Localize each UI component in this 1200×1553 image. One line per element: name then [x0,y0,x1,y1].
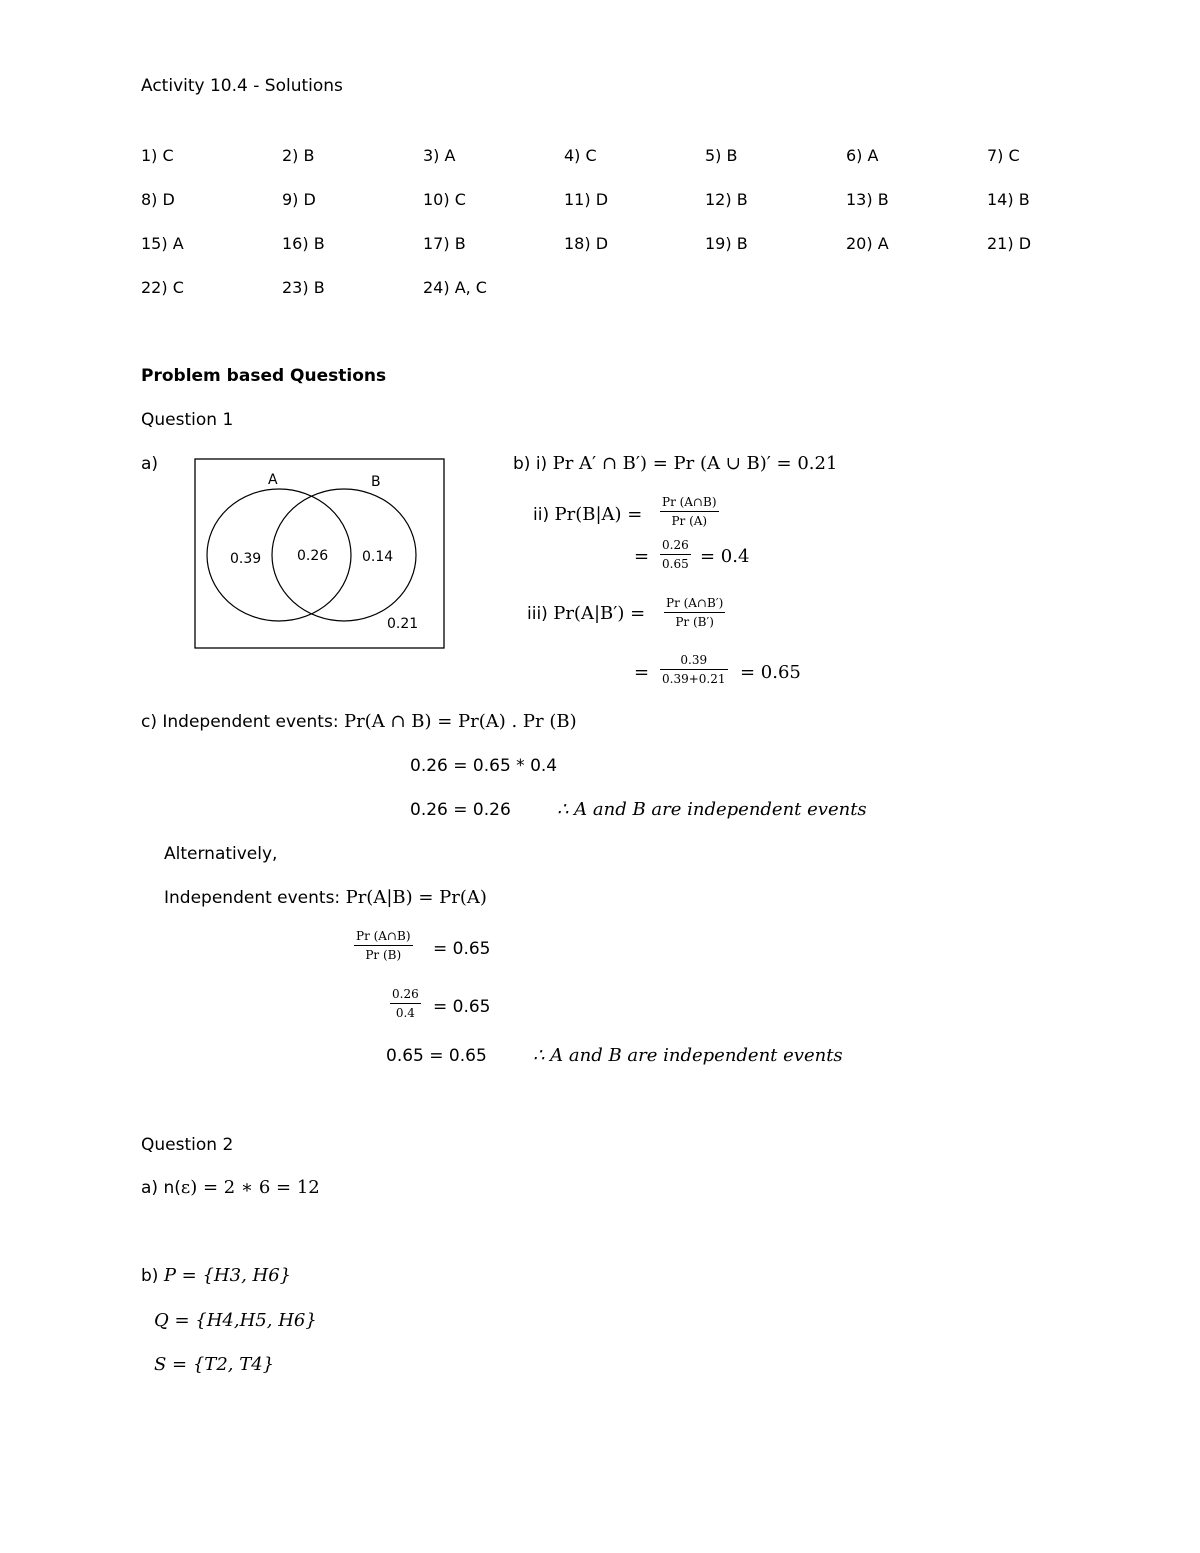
fraction-denominator: Pr (A) [671,514,708,528]
fraction-denominator: 0.4 [395,1006,415,1020]
fraction-denominator: Pr (B′) [675,615,714,629]
q2-set-s: S = {T2, T4} [154,1354,275,1375]
q1-c-expression: Pr(A ∩ B) = Pr(A) . Pr (B) [343,711,577,732]
q1-part-a-label: a) [141,454,159,474]
answer-item: 24) A, C [423,278,487,297]
answer-item: 16) B [282,234,325,253]
answer-item: 4) C [564,146,597,165]
venn-value-neither: 0.21 [387,616,419,632]
q1-c-prefix: c) Independent events: [141,712,339,732]
q1-b-ii-equals: = [634,546,650,567]
fraction-bar [660,669,728,670]
section-heading: Problem based Questions [141,366,387,386]
page-title: Activity 10.4 - Solutions [141,76,343,96]
fraction-denominator: 0.65 [662,557,689,571]
fraction-denominator: Pr (B) [365,948,402,962]
q1-b-ii-fraction-values [660,538,691,571]
fraction-bar [660,554,691,555]
alternative-line [164,888,487,908]
q1-b-iii-result: = 0.65 [740,662,801,683]
answer-item: 19) B [705,234,748,253]
answer-item: 20) A [846,234,889,253]
answer-item: 11) D [564,190,609,209]
q1-b-iii-line [527,604,645,624]
venn-value-intersection: 0.26 [297,548,329,564]
q1-c-working-2: 0.26 = 0.26 [410,800,511,820]
answer-item: 22) C [141,278,184,297]
fraction-bar [660,511,719,512]
venn-circle-b [272,489,416,621]
fraction-bar [354,945,413,946]
venn-diagram [194,458,446,650]
q2-a-prefix: a) n( [141,1178,181,1198]
answer-item: 8) D [141,190,175,209]
alternative-fraction-1 [354,929,413,962]
q2-a-expression: ε) = 2 ∗ 6 = 12 [180,1177,320,1198]
q1-b-ii-line [533,505,642,525]
fraction-numerator: 0.39 [680,653,708,667]
q1-b-ii-lhs: Pr(B|A) = [554,504,643,525]
answer-item: 7) C [987,146,1020,165]
alternative-prefix: Independent events: [164,888,341,908]
q2-set-p: P = {H3, H6} [163,1265,292,1286]
q2-set-q: Q = {H4,H5, H6} [154,1310,317,1331]
q1-c-line [141,712,577,732]
venn-label-b: B [371,474,381,490]
answer-item: 17) B [423,234,466,253]
answer-item: 3) A [423,146,456,165]
answer-item: 9) D [282,190,316,209]
fraction-denominator: 0.39+0.21 [662,672,726,686]
venn-circle-a [207,489,351,621]
answer-item: 5) B [705,146,738,165]
question-2-heading: Question 2 [141,1135,234,1155]
fraction-numerator: 0.26 [392,987,419,1001]
answer-item: 12) B [705,190,748,209]
q1-b-iii-fraction-values [660,653,728,686]
q1-b-i-prefix: b) i) [513,454,548,474]
venn-label-a: A [268,472,278,488]
q1-b-ii-prefix: ii) [533,505,550,525]
q1-b-iii-prefix: iii) [527,604,548,624]
question-1-heading: Question 1 [141,410,234,430]
q1-b-i-line [513,454,837,474]
q1-c-conclusion: ∴ A and B are independent events [557,799,867,820]
q1-b-iii-fraction [664,596,725,629]
answer-item: 10) C [423,190,466,209]
answer-item: 13) B [846,190,889,209]
answer-item: 2) B [282,146,315,165]
alternative-result-1: = 0.65 [433,939,491,959]
fraction-numerator: Pr (A∩B) [662,495,717,509]
q1-b-iii-equals: = [634,662,650,683]
fraction-numerator: 0.26 [662,538,689,552]
fraction-bar [664,612,725,613]
alternative-conclusion: ∴ A and B are independent events [533,1045,843,1066]
q2-a-line [141,1178,320,1198]
answer-item: 18) D [564,234,609,253]
answer-item: 1) C [141,146,174,165]
alternative-fraction-2 [390,987,421,1020]
alternative-result-2: = 0.65 [433,997,491,1017]
answer-item: 14) B [987,190,1030,209]
alternative-working-3: 0.65 = 0.65 [386,1046,487,1066]
q1-c-working-1: 0.26 = 0.65 * 0.4 [410,756,558,776]
fraction-numerator: Pr (A∩B) [356,929,411,943]
venn-value-only-b: 0.14 [362,549,394,565]
q2-b-line [141,1266,291,1286]
fraction-numerator: Pr (A∩B′) [666,596,724,610]
q1-b-ii-fraction [660,495,719,528]
alternative-label: Alternatively, [164,844,278,864]
q2-b-prefix: b) [141,1266,159,1286]
q1-b-i-expression: Pr A′ ∩ B′) = Pr (A ∪ B)′ = 0.21 [552,453,838,474]
answer-item: 23) B [282,278,325,297]
answer-item: 21) D [987,234,1032,253]
fraction-bar [390,1003,421,1004]
q1-b-iii-lhs: Pr(A|B′) = [553,603,646,624]
q1-b-ii-result: = 0.4 [700,546,750,567]
alternative-expression: Pr(A|B) = Pr(A) [345,887,487,908]
venn-value-only-a: 0.39 [230,551,262,567]
answer-item: 6) A [846,146,879,165]
answer-item: 15) A [141,234,184,253]
